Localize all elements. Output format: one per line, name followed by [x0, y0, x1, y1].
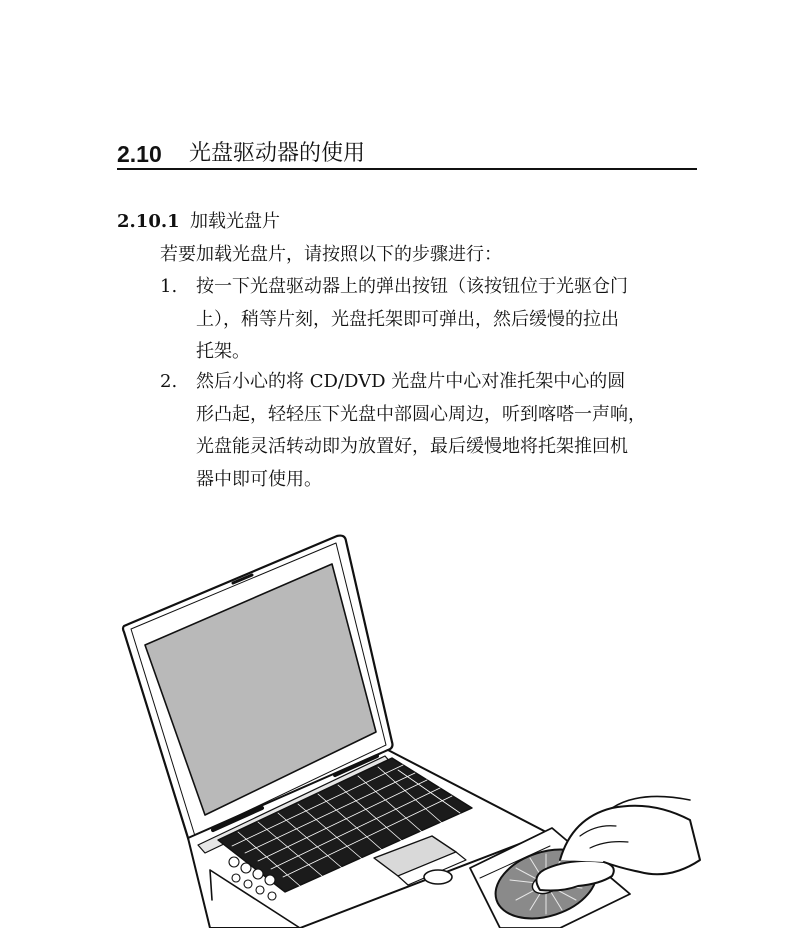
step-line: 形凸起，轻轻压下光盘中部圆心周边，听到喀嗒一声响，: [196, 403, 646, 425]
intro-text: 若要加载光盘片，请按照以下的步骤进行：: [160, 244, 502, 265]
step-number: 1.: [160, 276, 178, 297]
step-line: 按一下光盘驱动器上的弹出按钮（该按钮位于光驱仓门: [196, 276, 628, 297]
step-line: 器中即可使用。: [196, 468, 322, 490]
step-line: 然后小心的将 CD/DVD 光盘片中心对准托架中心的圆: [196, 371, 626, 392]
step-line: 光盘能灵活转动即为放置好，最后缓慢地将托架推回机: [196, 436, 628, 457]
section-number: 2.10: [117, 141, 162, 167]
step-text: [196, 366, 699, 496]
subsection-title: 加载光盘片: [190, 211, 280, 232]
step-number: 2.: [160, 371, 178, 392]
laptop-loading-disc-icon: [0, 520, 800, 928]
subsection-heading: [117, 209, 280, 235]
step-line: 托架。: [196, 341, 250, 362]
laptop-disc-figure: [0, 520, 800, 928]
subsection-number: 2.10.1: [117, 211, 180, 232]
step-line: 上），稍等片刻，光盘托架即可弹出，然后缓慢的拉出: [196, 308, 619, 330]
section-heading: [117, 140, 697, 170]
step-text: [196, 271, 699, 369]
section-title: 光盘驱动器的使用: [189, 141, 366, 166]
